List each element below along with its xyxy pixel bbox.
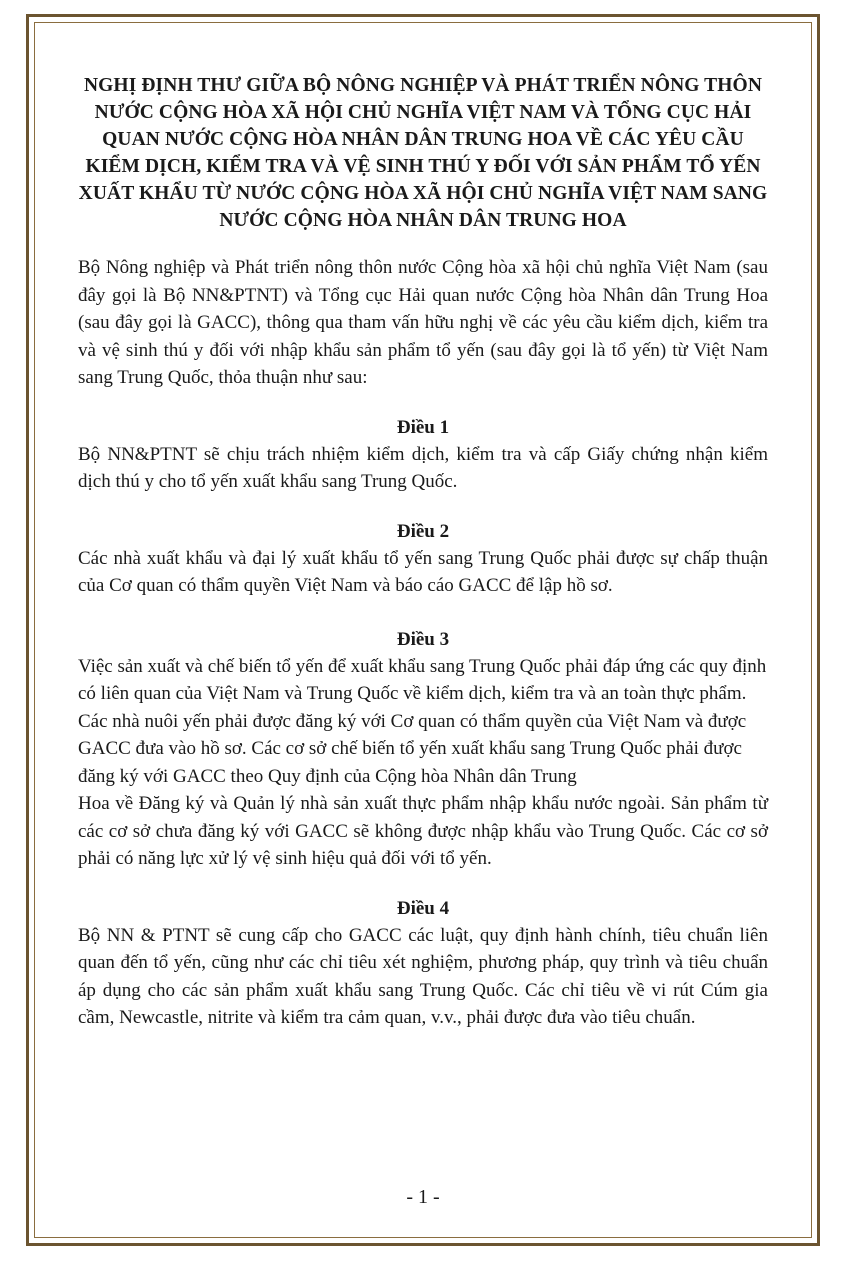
document-title: NGHỊ ĐỊNH THƯ GIỮA BỘ NÔNG NGHIỆP VÀ PHÁT TRIỂN NÔNG THÔN NƯỚC CỘNG HÒA XÃ HỘI CHỦ NGHĨA VIỆT NAM VÀ TỔNG CỤC HẢI QUAN NƯỚC CỘNG HÒA NHÂN DÂN TRUNG HOA VỀ CÁC YÊU CẦU KIỂM DỊCH, KIỂM TRA VÀ VỆ SINH THÚ Y ĐỐI VỚI SẢN PHẨM TỔ YẾN XUẤT KHẨU TỪ NƯỚC CỘNG HÒA XÃ HỘI CHỦ NGHĨA VIỆT NAM SANG NƯỚC CỘNG HÒA NHÂN DÂN TRUNG HOA: [78, 75, 768, 231]
article-body: Bộ NN & PTNT sẽ cung cấp cho GACC các luật, quy định hành chính, tiêu chuẩn liên quan đến tổ yến, cũng như các chỉ tiêu xét nghiệm, phương pháp, quy trình và tiêu chuẩn áp dụng cho các sản phẩm xuất khẩu sang Trung Quốc. Các chỉ tiêu về vi rút Cúm gia cầm, Newcastle, nitrite và kiểm tra cảm quan, v.v., phải được đưa vào tiêu chuẩn.: [78, 924, 768, 1028]
article-heading: Điều 4: [396, 897, 450, 919]
article-heading: Điều 1: [396, 416, 450, 438]
intro-paragraph: Bộ Nông nghiệp và Phát triển nông thôn nước Cộng hòa xã hội chủ nghĩa Việt Nam (sau đây gọi là Bộ NN&PTNT) và Tổng cục Hải quan nước Cộng hòa Nhân dân Trung Hoa (sau đây gọi là GACC), thông qua tham vấn hữu nghị về các yêu cầu kiểm dịch, kiểm tra và vệ sinh thú y đối với nhập khẩu sản phẩm tổ yến (sau đây gọi là tổ yến) từ Việt Nam sang Trung Quốc, thỏa thuận như sau:: [78, 257, 768, 388]
page-number: - 1 -: [406, 1186, 440, 1208]
article-heading: Điều 2: [396, 520, 450, 542]
article-body: Việc sản xuất và chế biến tổ yến để xuất khẩu sang Trung Quốc phải đáp ứng các quy định có liên quan của Việt Nam và Trung Quốc về kiểm dịch, kiểm tra và an toàn thực phẩm. Các nhà nuôi yến phải được đăng ký với Cơ quan có thẩm quyền của Việt Nam và được GACC đưa vào hồ sơ. Các cơ sở chế biến tổ yến xuất khẩu sang Trung Quốc phải được đăng ký với GACC theo Quy định của Cộng hòa Nhân dân Trung: [78, 655, 767, 787]
article-1: [78, 414, 768, 496]
article-2: [78, 518, 768, 600]
article-body: Bộ NN&PTNT sẽ chịu trách nhiệm kiểm dịch, kiểm tra và cấp Giấy chứng nhận kiểm dịch thú y cho tổ yến xuất khẩu sang Trung Quốc.: [78, 443, 768, 492]
article-4: [78, 895, 768, 1032]
article-body-continued: Hoa về Đăng ký và Quản lý nhà sản xuất thực phẩm nhập khẩu nước ngoài. Sản phẩm từ các cơ sở chưa đăng ký với GACC sẽ không được nhập khẩu vào Trung Quốc. Các cơ sở phải có năng lực xử lý vệ sinh hiệu quả đối với tổ yến.: [78, 793, 768, 869]
document-body: [78, 72, 768, 1054]
article-body: Các nhà xuất khẩu và đại lý xuất khẩu tổ yến sang Trung Quốc phải được sự chấp thuận của Cơ quan có thẩm quyền Việt Nam và báo cáo GACC để lập hồ sơ.: [78, 547, 768, 596]
article-3: [78, 626, 768, 873]
article-heading: Điều 3: [396, 628, 450, 650]
